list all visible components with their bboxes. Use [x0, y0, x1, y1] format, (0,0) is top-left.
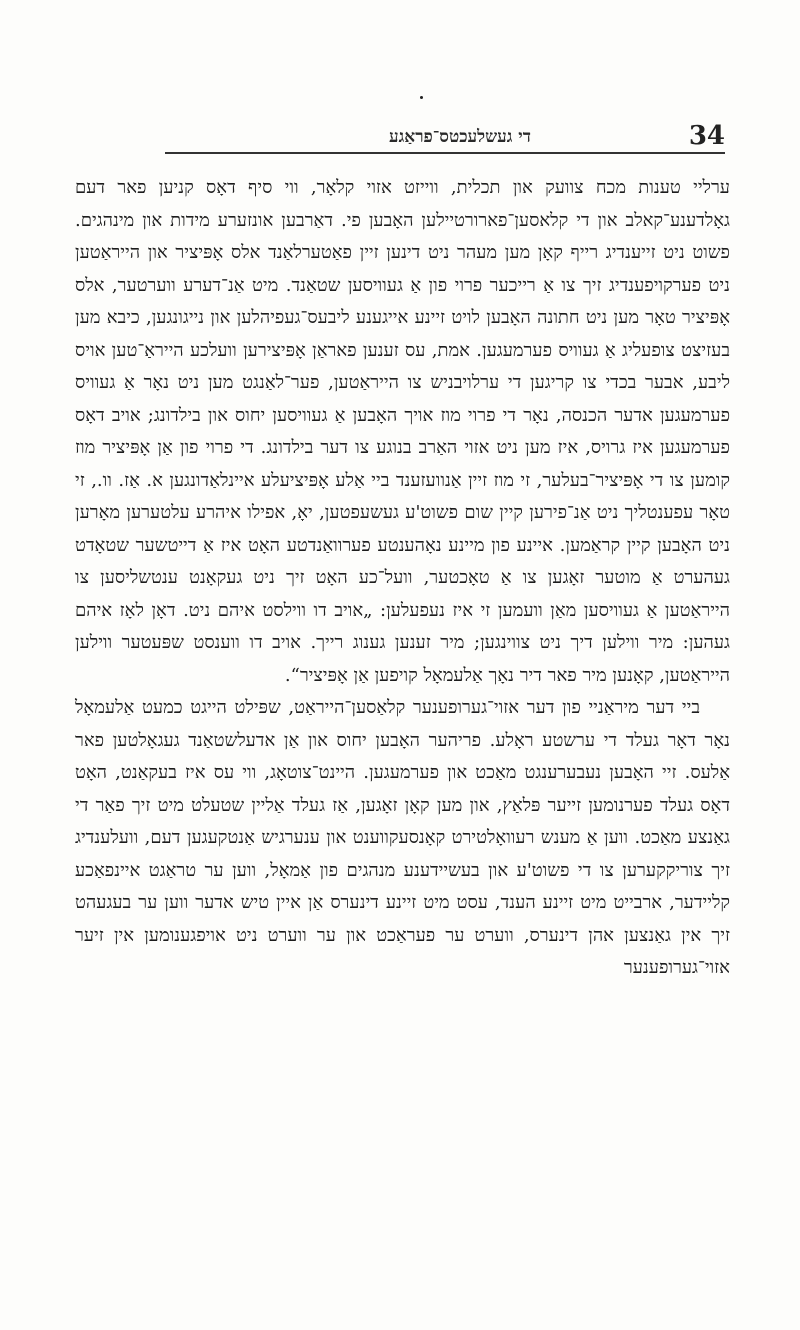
ink-speck: [420, 96, 423, 99]
paragraph: ערליי טענות מכח צוועק און תכלית, ווייזט אזוי קלאָר, ווי סיף דאָס קניען פאר דעם גאָלדענע־קאלב און די קלאסען־פארורטיילען האָבען פי. דאַרבען אונזערע מידות און מינהגים. פשוט ניט זייענדיג רייף קאָן מען מעהר ניט דינען זיין פאַטערלאַנד אלס אָפּיציר און הייראַטען ניט פערקויפענדיג זיך צו אַ רייכער פרוי פון אַ געוויסען שטאַנד. מיט אַנ־דערע ווערטער, אלס אָפּיציר טאָר מען ניט חתונה האָבען לויט זיינע אייגענע ליבעס־געפיהלען און נייגונגען, כיבא מען בעזיצט צופעליג אַ געוויס פערמעגען. אמת, עס זענען פאראַן אָפּיצירען וועלכע הייראַ־טען אויס ליבע, אבער בכדי צו קריגען די ערלויבניש צו הייראַטען, פער־לאַנגט מען ניט נאָר אַ געוויס פערמעגען אדער הכנסה, נאָר די פרוי מוז אויך האָבען אַ געוויסען יחוס און בילדונג; אויב דאָס פערמעגען איז גרויס, איז מען ניט אזוי האַרב בנוגע צו דער בילדונג. די פרוי פון אַן אָפּיציר מוז קומען צו די אָפּיציר־בעלער, זי מוז זיין אַנוועזענד ביי אַלע אָפּיציעלע איינלאַדונגען א. אַז. וו., זי טאָר עפענטליך ניט אַנ־פירען קיין שום פשוט'ע געשעפטען, יאָ, אפילו איהרע עלטערען מאָרען ניט האָבען קיין קראַמען. איינע פון מיינע נאָהענטע פערוואַנדטע האָט איז אַ דייטשער שטאָדט געהערט אַ מוטער זאָגען צו אַ טאָכטער, וועל־כע האָט זיך ניט געקאָנט ענטשליסען צו הייראַטען אַ געוויסען מאַן וועמען זי איז נעפעלען: „אויב דו ווילסט איהם ניט. דאָן לאָז איהם געהען: מיר ווילען דיך ניט צווינגען; מיר זענען גענוג רייך. אויב דו ווענסט שפּעטער ווילען הייראַטען, קאָנען מיר פאר דיר נאָך אַלעמאָל קויפען אַן אָפּיציר“.: [75, 177, 730, 686]
page-header: [80, 118, 725, 154]
body-text: [75, 172, 730, 985]
running-title: די געשלעכטס־פראַגע: [389, 127, 531, 147]
header-rule: [165, 152, 725, 154]
page-number: 34: [688, 121, 725, 151]
paragraph: ביי דער מיראַניי פון דער אזוי־גערופענער קלאַסען־הייראַט, שפּילט הייגט כמעט אַלעמאָל נאָר דאָר געלד די ערשטע ראָלע. פריהער האָבען יחוס און אַן אדעלשטאַנד געגאָלטען פאר אַלעס. זיי האָבען נעבערענגט מאַכט און פערמעגען. היינט־צוטאָג, ווי עס איז בעקאַנט, האָט דאָס געלד פערנומען זייער פּלאַץ, און מען קאָן זאָגען, אַז געלד אַליין שטעלט מיט זיך פאַר די גאַנצע מאַכט. ווען אַ מענש רעוואָלטירט קאָנסעקווענט און ענערגיש אַנטקעגען דעם, וועלענדיג זיך צוריקקערען צו די פשוט'ע און בעשיידענע מנהגים פון אַמאָל, ווען ער טראַגט איינפאַכע קליידער, ארבייט מיט זיינע הענד, עסט מיט זיינע דינערס אַן איין טיש אדער ווען ער בעגעהט זיך אין גאַנצען אהן דינערס, ווערט ער פעראַכט און ער ווערט ניט אויפגענומען אין זיער אזוי־גערופענער: [75, 697, 730, 978]
